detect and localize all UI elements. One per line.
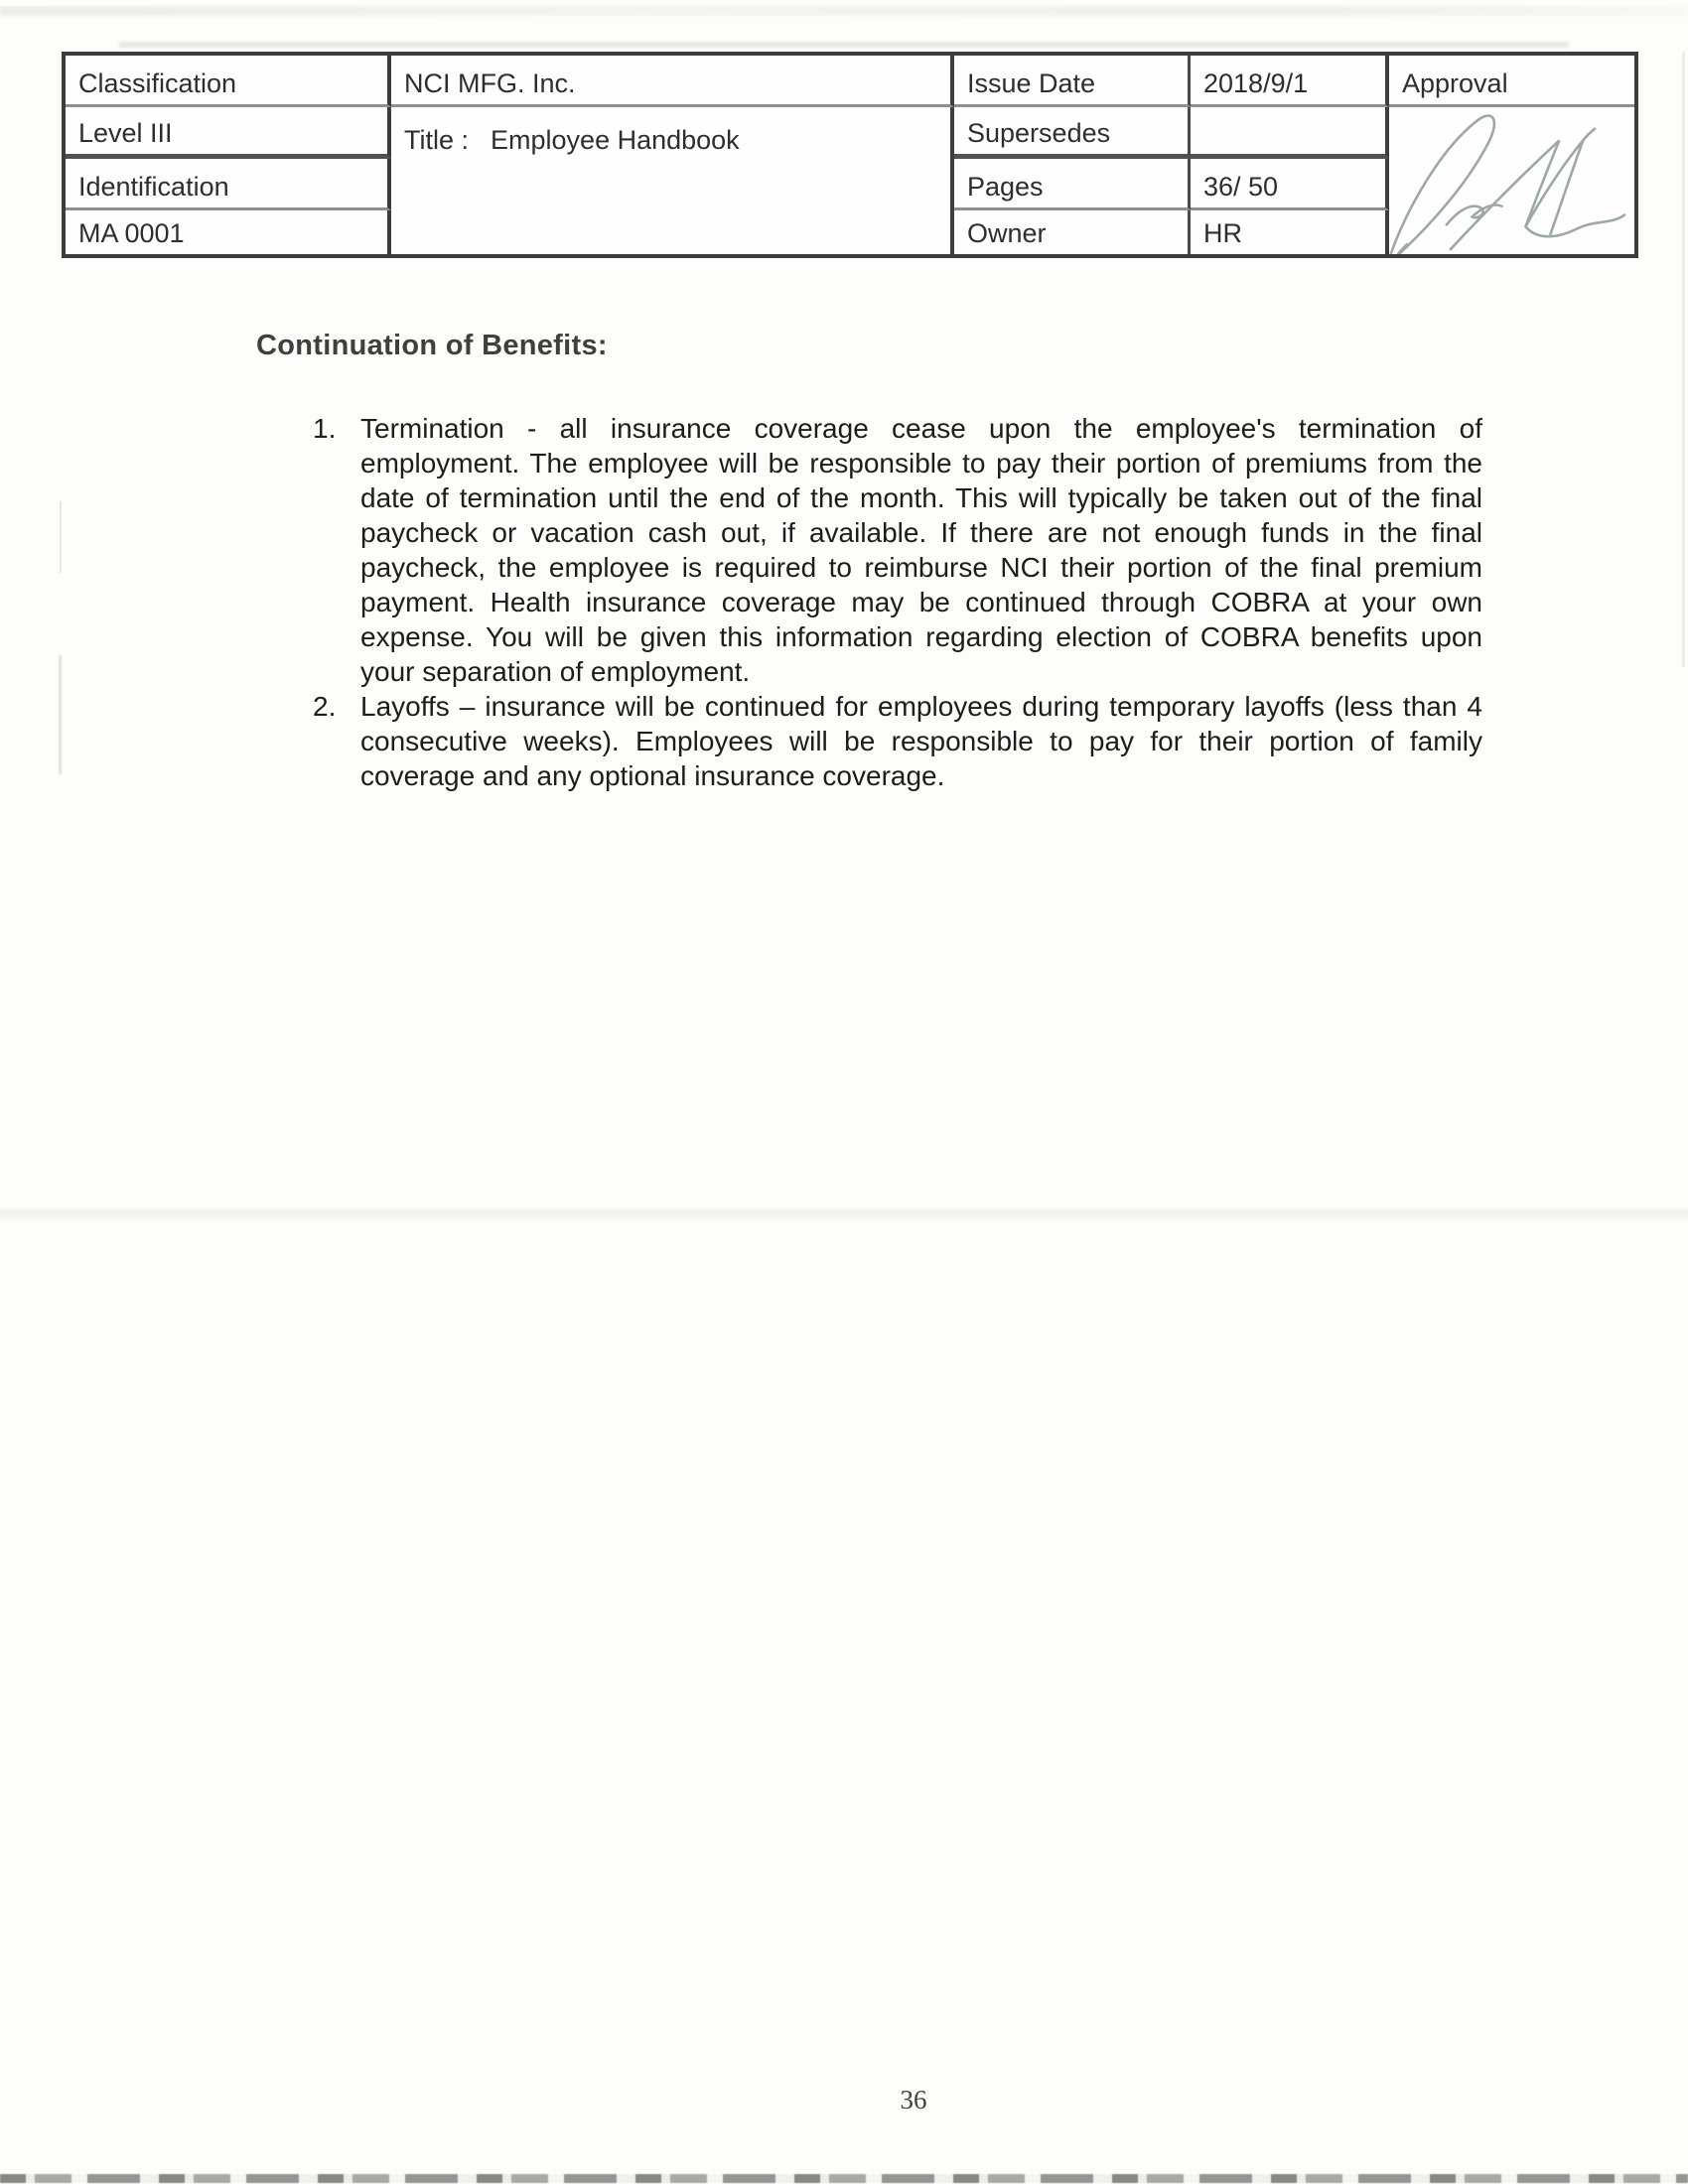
title-value: Employee Handbook <box>491 125 740 155</box>
section-heading: Continuation of Benefits: <box>256 330 608 361</box>
approval-label: Approval <box>1389 56 1634 107</box>
page-number: 36 <box>900 2085 927 2115</box>
list-item <box>313 689 1484 793</box>
approval-signature-cell <box>1389 107 1634 254</box>
classification-label: Classification <box>66 56 391 107</box>
benefits-list <box>313 411 1484 793</box>
scan-artifact-top-streak <box>0 6 1688 16</box>
list-item-text: Layoffs – insurance will be continued for employees during temporary layoffs (less than 4 consecutive weeks). Employees will be responsible to pay for their portion of family coverage and any optional insurance coverage. <box>360 691 1482 791</box>
supersedes-label: Supersedes <box>954 107 1191 159</box>
list-item <box>313 411 1484 689</box>
document-header-table <box>62 52 1638 258</box>
owner-value: HR <box>1191 210 1389 254</box>
owner-label: Owner <box>954 210 1191 254</box>
scan-artifact-right-edge <box>1682 52 1685 667</box>
identification-value: MA 0001 <box>66 210 391 254</box>
pages-label: Pages <box>954 159 1191 210</box>
document-title-cell <box>391 107 954 254</box>
identification-label: Identification <box>66 159 391 210</box>
supersedes-value <box>1191 107 1389 159</box>
approval-signature <box>1389 107 1634 254</box>
scan-artifact-left-mark <box>60 501 62 573</box>
pages-value: 36/ 50 <box>1191 159 1389 210</box>
scan-artifact-left-mark <box>59 655 62 774</box>
list-item-number: 1. <box>313 413 337 444</box>
scan-artifact-header-streak <box>119 42 1569 48</box>
list-item-text: Termination - all insurance coverage cease upon the employee's termination of employment. The employee will be responsible to pay their portion of premiums from the date of termination until the end of the month. This will typically be taken out of the final paycheck or vacation cash out, if available. If there are not enough funds in the final paycheck, the employee is required to reimburse NCI their portion of the final premium payment. Health insurance coverage may be continued through COBRA at your own expense. You will be given this information regarding election of COBRA benefits upon your separation of employment. <box>360 413 1482 687</box>
title-label: Title : <box>404 125 470 155</box>
list-item-number: 2. <box>313 691 337 722</box>
classification-value: Level III <box>66 107 391 159</box>
issue-date-label: Issue Date <box>954 56 1191 107</box>
scan-artifact-middle-band <box>0 1207 1688 1221</box>
issue-date-value: 2018/9/1 <box>1191 56 1389 107</box>
scan-artifact-bottom-speckle <box>0 2174 1688 2183</box>
company-name: NCI MFG. Inc. <box>391 56 954 107</box>
